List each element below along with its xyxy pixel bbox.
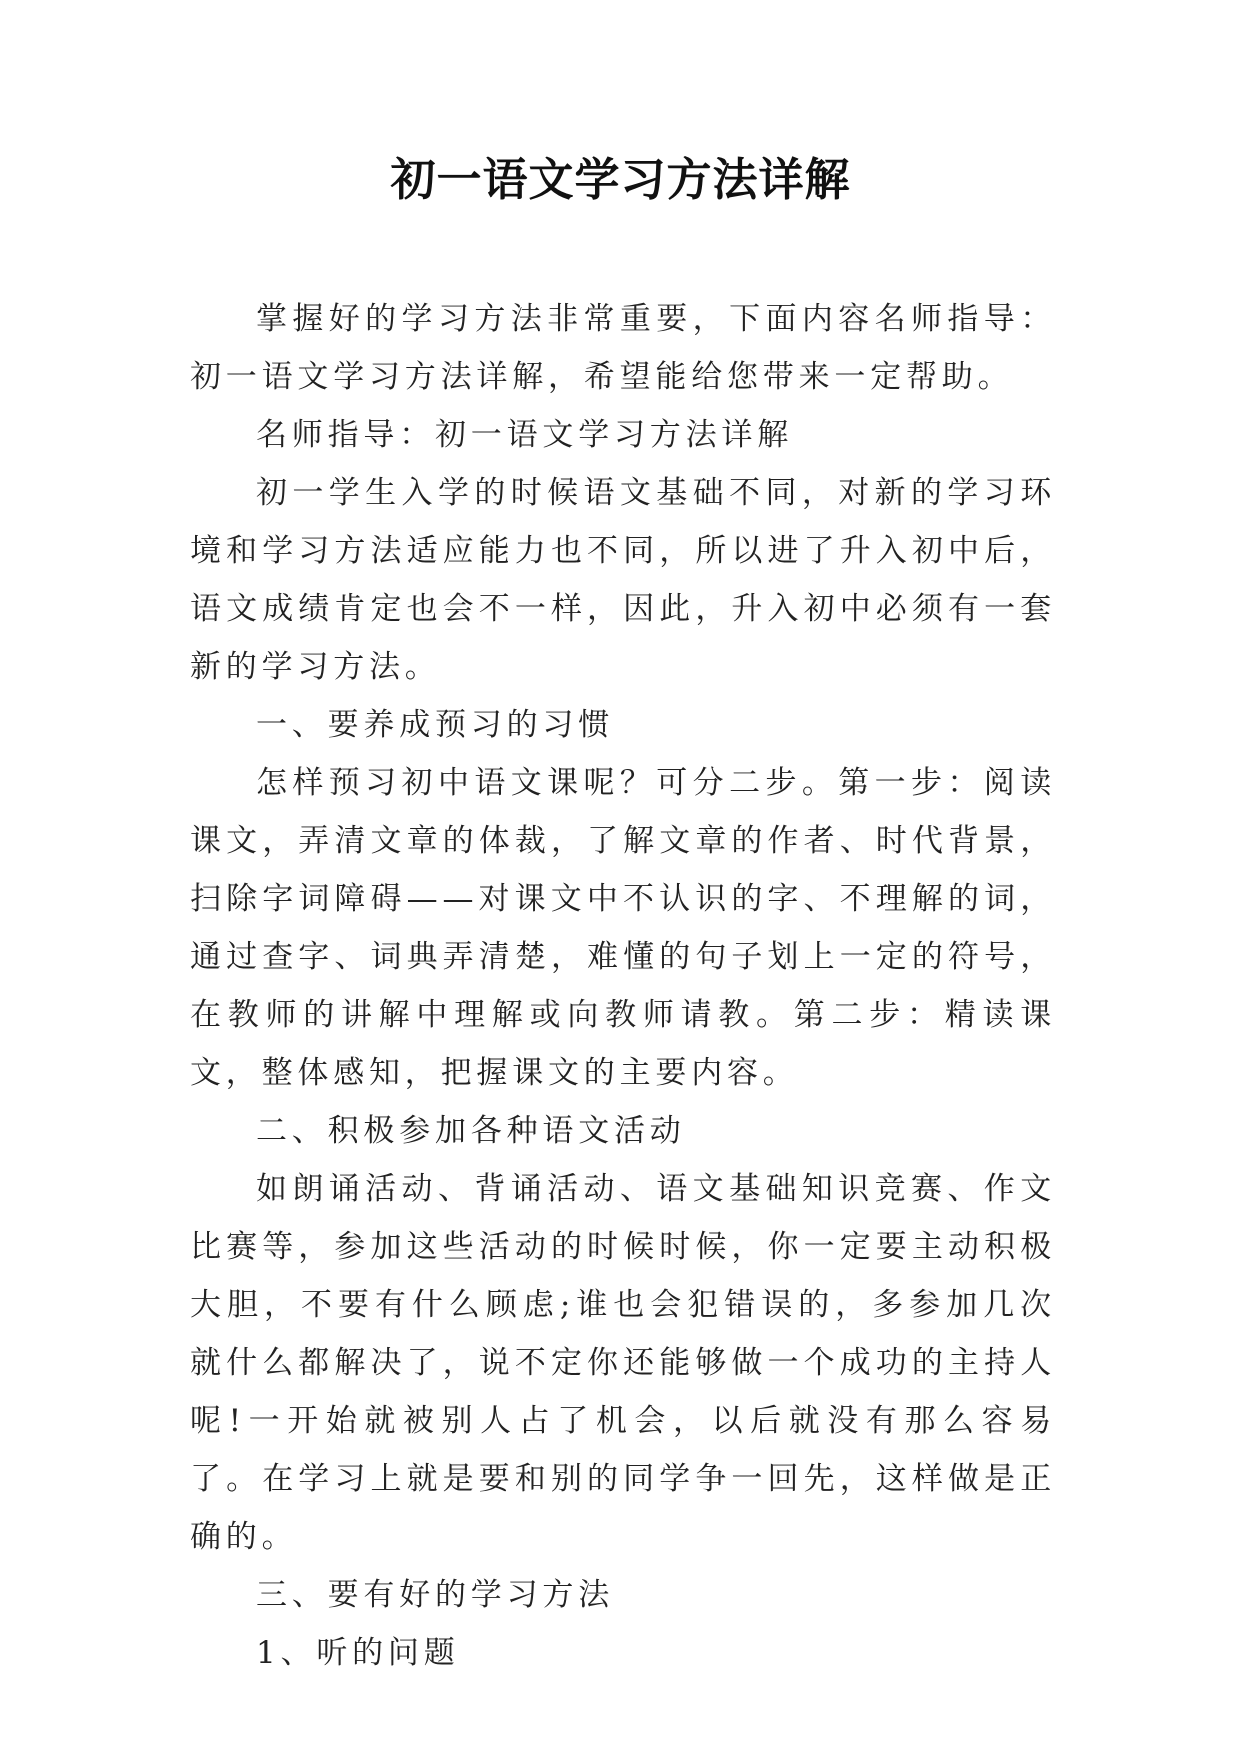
- document-body: [190, 290, 1056, 1682]
- section-heading-preview: 一、要养成预习的习惯: [256, 707, 614, 743]
- paragraph-background: 初一学生入学的时候语文基础不同，对新的学习环境和学习方法适应能力也不同，所以进了升入初中后，语文成绩肯定也会不一样，因此，升入初中必须有一套新的学习方法。: [190, 475, 1056, 685]
- paragraph-subtitle: 名师指导：初一语文学习方法详解: [256, 417, 793, 453]
- paragraph-activities: 如朗诵活动、背诵活动、语文基础知识竞赛、作文比赛等，参加这些活动的时候时候，你一定要主动积极大胆，不要有什么顾虑;谁也会犯错误的，多参加几次就什么都解决了，说不定你还能够做一个成功的主持人呢!一开始就被别人占了机会，以后就没有那么容易了。在学习上就是要和别的同学争一回先，这样做是正确的。: [190, 1171, 1056, 1555]
- paragraph-intro: 掌握好的学习方法非常重要，下面内容名师指导：初一语文学习方法详解，希望能给您带来一定帮助。: [190, 301, 1056, 395]
- paragraph-preview-steps: 怎样预习初中语文课呢？可分二步。第一步：阅读课文，弄清文章的体裁，了解文章的作者、时代背景，扫除字词障碍——对课文中不认识的字、不理解的词，通过查字、词典弄清楚，难懂的句子划上一定的符号，在教师的讲解中理解或向教师请教。第二步：精读课文，整体感知，把握课文的主要内容。: [190, 765, 1056, 1091]
- subsection-heading-listening: 1、听的问题: [256, 1635, 460, 1671]
- section-heading-methods: 三、要有好的学习方法: [256, 1577, 614, 1613]
- section-heading-activities: 二、积极参加各种语文活动: [256, 1113, 686, 1149]
- document-title: 初一语文学习方法详解: [390, 153, 851, 206]
